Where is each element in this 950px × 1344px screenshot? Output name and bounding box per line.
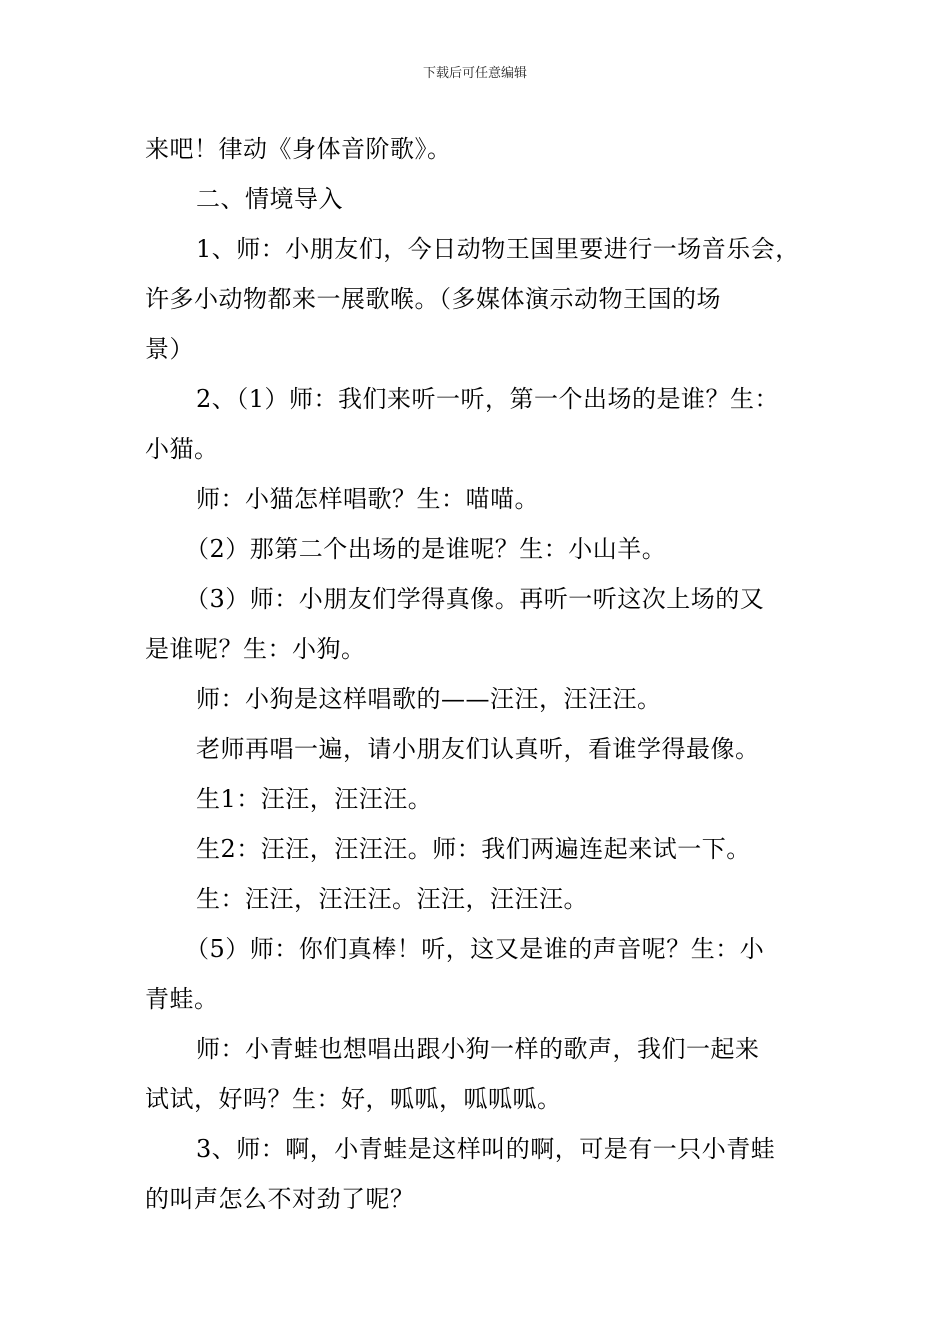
- paragraph-line: 来吧！律动《身体音阶歌》。: [145, 135, 452, 163]
- paragraph-line: 青蛙。: [145, 985, 219, 1013]
- paragraph-line: （2）那第二个出场的是谁呢？生：小山羊。: [185, 535, 667, 563]
- paragraph-line: 老师再唱一遍，请小朋友们认真听，看谁学得最像。: [196, 735, 760, 763]
- paragraph-line: 是谁呢？生：小狗。: [145, 635, 366, 663]
- paragraph-line: 2、（1）师：我们来听一听，第一个出场的是谁？生：: [196, 385, 780, 413]
- paragraph-line: 生2：汪汪，汪汪汪。师：我们两遍连起来试一下。: [196, 835, 751, 863]
- document-body: [145, 124, 810, 1224]
- paragraph-line: 小猫。: [145, 435, 219, 463]
- paragraph-line: 师：小猫怎样唱歌？生：喵喵。: [196, 485, 539, 513]
- paragraph-line: 师：小青蛙也想唱出跟小狗一样的歌声，我们一起来: [196, 1035, 760, 1063]
- section-heading: 二、情境导入: [196, 185, 343, 213]
- paragraph-line: 的叫声怎么不对劲了呢？: [145, 1185, 415, 1213]
- paragraph-line: （5）师：你们真棒！听，这又是谁的声音呢？生：小: [185, 935, 765, 963]
- paragraph-line: （3）师：小朋友们学得真像。再听一听这次上场的又: [185, 585, 765, 613]
- paragraph-line: 生1：汪汪，汪汪汪。: [196, 785, 433, 813]
- paragraph-line: 师：小狗是这样唱歌的——汪汪，汪汪汪。: [196, 685, 662, 713]
- paragraph-line: 1、师：小朋友们，今日动物王国里要进行一场音乐会，: [196, 235, 800, 263]
- paragraph-line: 3、师：啊，小青蛙是这样叫的啊，可是有一只小青蛙: [196, 1135, 776, 1163]
- paragraph-line: 许多小动物都来一展歌喉。（多媒体演示动物王国的场: [145, 285, 721, 313]
- page-header: 下载后可任意编辑: [422, 66, 527, 81]
- paragraph-line: 试试，好吗？生：好，呱呱，呱呱呱。: [145, 1085, 562, 1113]
- paragraph-line: 生：汪汪，汪汪汪。汪汪，汪汪汪。: [196, 885, 588, 913]
- paragraph-line: 景）: [145, 335, 194, 363]
